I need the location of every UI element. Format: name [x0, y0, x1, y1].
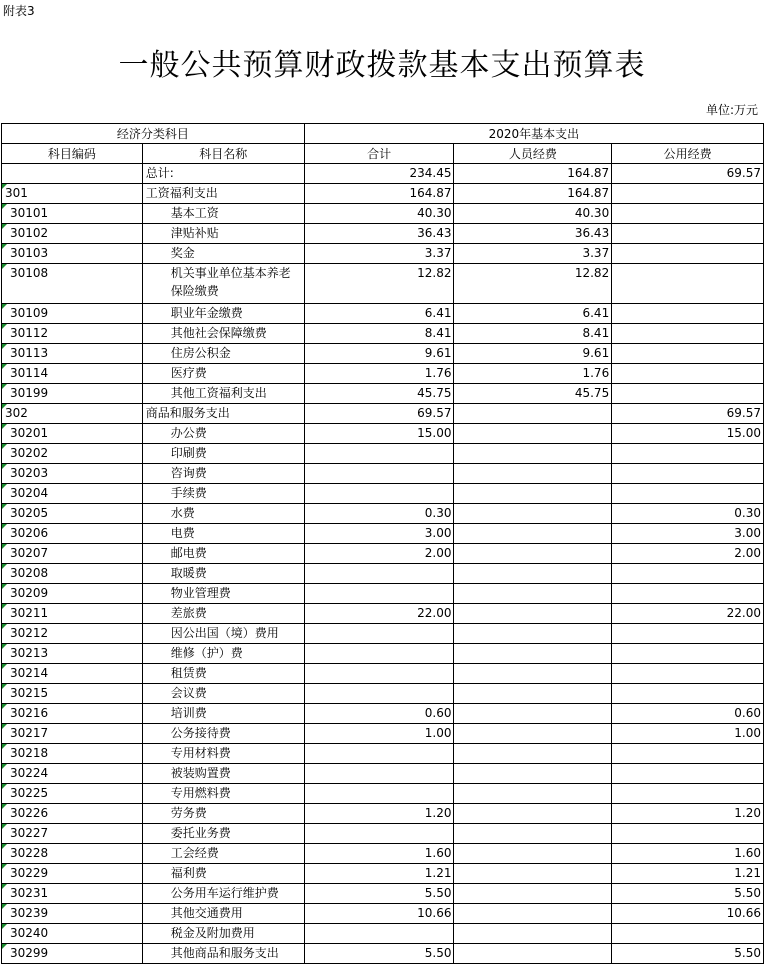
cell-name[interactable]: 福利费 — [142, 864, 304, 884]
table-row — [2, 944, 764, 964]
cell-personnel[interactable] — [454, 724, 612, 744]
cell-code[interactable]: 30114 — [2, 364, 143, 384]
table-row — [2, 524, 764, 544]
page-title: 一般公共预算财政拨款基本支出预算表 — [118, 48, 646, 83]
cell-public[interactable]: 1.00 — [612, 724, 764, 744]
table-row — [2, 764, 764, 784]
table-row — [2, 364, 764, 384]
cell-code[interactable]: 30212 — [2, 624, 143, 644]
cell-code[interactable]: 301 — [2, 184, 143, 204]
table-row — [2, 904, 764, 924]
cell-personnel[interactable] — [454, 664, 612, 684]
table-row — [2, 244, 764, 264]
cell-total[interactable]: 9.61 — [304, 344, 454, 364]
cell-total[interactable]: 15.00 — [304, 424, 454, 444]
cell-name[interactable]: 其他交通费用 — [142, 904, 304, 924]
cell-total[interactable]: 3.37 — [304, 244, 454, 264]
cell-name[interactable]: 工资福利支出 — [142, 184, 304, 204]
cell-name[interactable]: 因公出国（境）费用 — [142, 624, 304, 644]
cell-personnel[interactable]: 3.37 — [454, 244, 612, 264]
cell-code[interactable]: 30202 — [2, 444, 143, 464]
table-row — [2, 884, 764, 904]
cell-total[interactable]: 234.45 — [304, 164, 454, 184]
cell-code[interactable]: 30229 — [2, 864, 143, 884]
cell-code[interactable]: 30213 — [2, 644, 143, 664]
cell-code[interactable]: 30209 — [2, 584, 143, 604]
cell-personnel[interactable] — [454, 704, 612, 724]
cell-total[interactable]: 3.00 — [304, 524, 454, 544]
cell-code[interactable]: 30225 — [2, 784, 143, 804]
cell-personnel[interactable] — [454, 504, 612, 524]
cell-name[interactable]: 物业管理费 — [142, 584, 304, 604]
cell-total[interactable]: 1.60 — [304, 844, 454, 864]
cell-public[interactable]: 2.00 — [612, 544, 764, 564]
cell-name[interactable]: 维修（护）费 — [142, 644, 304, 664]
cell-name[interactable]: 机关事业单位基本养老保险缴费 — [142, 264, 304, 304]
cell-code[interactable]: 30109 — [2, 304, 143, 324]
cell-code[interactable]: 30228 — [2, 844, 143, 864]
cell-public[interactable] — [612, 924, 764, 944]
cell-code[interactable]: 302 — [2, 404, 143, 424]
cell-personnel[interactable]: 45.75 — [454, 384, 612, 404]
cell-personnel[interactable] — [454, 904, 612, 924]
cell-total[interactable]: 40.30 — [304, 204, 454, 224]
header-public: 公用经费 — [612, 144, 764, 164]
header-year-expense: 2020年基本支出 — [304, 124, 763, 144]
cell-personnel[interactable] — [454, 644, 612, 664]
cell-code[interactable]: 30205 — [2, 504, 143, 524]
cell-public[interactable] — [612, 224, 764, 244]
cell-total[interactable]: 45.75 — [304, 384, 454, 404]
cell-code[interactable]: 30227 — [2, 824, 143, 844]
cell-total[interactable] — [304, 624, 454, 644]
table-row — [2, 384, 764, 404]
cell-total[interactable]: 22.00 — [304, 604, 454, 624]
header-code: 科目编码 — [2, 144, 143, 164]
cell-name[interactable]: 印刷费 — [142, 444, 304, 464]
cell-total[interactable]: 5.50 — [304, 944, 454, 964]
cell-total[interactable] — [304, 664, 454, 684]
table-row — [2, 204, 764, 224]
cell-total[interactable] — [304, 924, 454, 944]
cell-public[interactable] — [612, 664, 764, 684]
cell-personnel[interactable] — [454, 484, 612, 504]
cell-personnel[interactable] — [454, 804, 612, 824]
cell-name[interactable]: 其他商品和服务支出 — [142, 944, 304, 964]
cell-name[interactable]: 被装购置费 — [142, 764, 304, 784]
cell-code[interactable]: 30199 — [2, 384, 143, 404]
cell-public[interactable] — [612, 564, 764, 584]
cell-name[interactable]: 取暖费 — [142, 564, 304, 584]
table-row — [2, 744, 764, 764]
cell-name[interactable]: 工会经费 — [142, 844, 304, 864]
cell-total[interactable] — [304, 464, 454, 484]
cell-name[interactable]: 劳务费 — [142, 804, 304, 824]
cell-public[interactable] — [612, 644, 764, 664]
cell-personnel[interactable] — [454, 404, 612, 424]
cell-personnel[interactable] — [454, 864, 612, 884]
cell-name[interactable]: 津贴补贴 — [142, 224, 304, 244]
cell-personnel[interactable] — [454, 444, 612, 464]
cell-public[interactable] — [612, 444, 764, 464]
cell-code[interactable]: 30113 — [2, 344, 143, 364]
table-row — [2, 684, 764, 704]
cell-total[interactable]: 8.41 — [304, 324, 454, 344]
table-row — [2, 784, 764, 804]
cell-personnel[interactable]: 40.30 — [454, 204, 612, 224]
cell-code[interactable]: 30207 — [2, 544, 143, 564]
cell-total[interactable]: 5.50 — [304, 884, 454, 904]
cell-total[interactable]: 2.00 — [304, 544, 454, 564]
cell-name[interactable]: 咨询费 — [142, 464, 304, 484]
header-name: 科目名称 — [142, 144, 304, 164]
cell-code[interactable]: 30108 — [2, 264, 143, 304]
cell-personnel[interactable] — [454, 924, 612, 944]
cell-total[interactable] — [304, 684, 454, 704]
cell-name[interactable]: 总计: — [142, 164, 304, 184]
cell-public[interactable] — [612, 484, 764, 504]
cell-personnel[interactable]: 164.87 — [454, 164, 612, 184]
cell-total[interactable] — [304, 764, 454, 784]
cell-personnel[interactable]: 1.76 — [454, 364, 612, 384]
cell-public[interactable]: 5.50 — [612, 884, 764, 904]
table-row — [2, 544, 764, 564]
cell-public[interactable]: 5.50 — [612, 944, 764, 964]
cell-personnel[interactable] — [454, 844, 612, 864]
cell-name[interactable]: 邮电费 — [142, 544, 304, 564]
cell-public[interactable]: 69.57 — [612, 404, 764, 424]
table-row — [2, 504, 764, 524]
cell-personnel[interactable]: 8.41 — [454, 324, 612, 344]
cell-code[interactable]: 30101 — [2, 204, 143, 224]
cell-total[interactable]: 10.66 — [304, 904, 454, 924]
cell-name[interactable]: 住房公积金 — [142, 344, 304, 364]
table-row — [2, 624, 764, 644]
cell-name[interactable]: 公务接待费 — [142, 724, 304, 744]
cell-public[interactable]: 1.60 — [612, 844, 764, 864]
budget-table-wrapper — [1, 123, 764, 964]
cell-name[interactable]: 其他工资福利支出 — [142, 384, 304, 404]
cell-code[interactable]: 30201 — [2, 424, 143, 444]
cell-total[interactable] — [304, 484, 454, 504]
cell-code[interactable]: 30203 — [2, 464, 143, 484]
cell-name[interactable]: 培训费 — [142, 704, 304, 724]
cell-personnel[interactable] — [454, 564, 612, 584]
cell-public[interactable] — [612, 364, 764, 384]
cell-total[interactable]: 0.60 — [304, 704, 454, 724]
cell-total[interactable]: 69.57 — [304, 404, 454, 424]
sheet-label: 附表3 — [3, 4, 35, 18]
cell-personnel[interactable] — [454, 544, 612, 564]
header-econ-category: 经济分类科目 — [2, 124, 305, 144]
cell-public[interactable] — [612, 204, 764, 224]
cell-code[interactable]: 30208 — [2, 564, 143, 584]
table-row — [2, 704, 764, 724]
cell-personnel[interactable] — [454, 884, 612, 904]
cell-code[interactable]: 30216 — [2, 704, 143, 724]
cell-personnel[interactable]: 12.82 — [454, 264, 612, 304]
cell-total[interactable]: 164.87 — [304, 184, 454, 204]
cell-public[interactable] — [612, 384, 764, 404]
cell-total[interactable]: 12.82 — [304, 264, 454, 304]
cell-name[interactable]: 专用材料费 — [142, 744, 304, 764]
table-row — [2, 164, 764, 184]
cell-total[interactable]: 36.43 — [304, 224, 454, 244]
cell-personnel[interactable] — [454, 624, 612, 644]
header-row-columns — [2, 144, 764, 164]
cell-name[interactable]: 委托业务费 — [142, 824, 304, 844]
table-row — [2, 584, 764, 604]
cell-public[interactable] — [612, 324, 764, 344]
table-row — [2, 724, 764, 744]
cell-personnel[interactable] — [454, 424, 612, 444]
cell-code[interactable]: 30231 — [2, 884, 143, 904]
table-row — [2, 264, 764, 304]
table-row — [2, 404, 764, 424]
cell-personnel[interactable] — [454, 524, 612, 544]
cell-personnel[interactable]: 36.43 — [454, 224, 612, 244]
cell-public[interactable] — [612, 824, 764, 844]
cell-name[interactable]: 医疗费 — [142, 364, 304, 384]
cell-public[interactable]: 15.00 — [612, 424, 764, 444]
cell-personnel[interactable] — [454, 584, 612, 604]
cell-name[interactable]: 其他社会保障缴费 — [142, 324, 304, 344]
cell-public[interactable] — [612, 244, 764, 264]
cell-public[interactable]: 0.30 — [612, 504, 764, 524]
cell-personnel[interactable]: 164.87 — [454, 184, 612, 204]
table-row — [2, 304, 764, 324]
cell-public[interactable]: 10.66 — [612, 904, 764, 924]
table-row — [2, 604, 764, 624]
cell-name[interactable]: 电费 — [142, 524, 304, 544]
cell-public[interactable] — [612, 784, 764, 804]
cell-public[interactable] — [612, 624, 764, 644]
table-row — [2, 184, 764, 204]
cell-code[interactable]: 30214 — [2, 664, 143, 684]
cell-public[interactable]: 1.20 — [612, 804, 764, 824]
table-row — [2, 224, 764, 244]
cell-public[interactable]: 1.21 — [612, 864, 764, 884]
cell-public[interactable] — [612, 684, 764, 704]
cell-personnel[interactable] — [454, 684, 612, 704]
cell-personnel[interactable] — [454, 764, 612, 784]
cell-code[interactable]: 30215 — [2, 684, 143, 704]
cell-code[interactable]: 30299 — [2, 944, 143, 964]
cell-total[interactable] — [304, 564, 454, 584]
cell-code[interactable]: 30112 — [2, 324, 143, 344]
cell-name[interactable]: 基本工资 — [142, 204, 304, 224]
cell-code[interactable]: 30217 — [2, 724, 143, 744]
cell-total[interactable] — [304, 444, 454, 464]
cell-public[interactable] — [612, 744, 764, 764]
cell-total[interactable]: 6.41 — [304, 304, 454, 324]
table-row — [2, 324, 764, 344]
cell-personnel[interactable]: 9.61 — [454, 344, 612, 364]
cell-total[interactable]: 1.21 — [304, 864, 454, 884]
cell-name[interactable]: 水费 — [142, 504, 304, 524]
cell-code[interactable]: 30204 — [2, 484, 143, 504]
cell-personnel[interactable]: 6.41 — [454, 304, 612, 324]
table-row — [2, 484, 764, 504]
header-total: 合计 — [304, 144, 454, 164]
cell-total[interactable]: 1.76 — [304, 364, 454, 384]
cell-personnel[interactable] — [454, 784, 612, 804]
cell-code[interactable]: 30239 — [2, 904, 143, 924]
table-row — [2, 644, 764, 664]
cell-total[interactable] — [304, 584, 454, 604]
cell-public[interactable] — [612, 344, 764, 364]
table-row — [2, 844, 764, 864]
cell-personnel[interactable] — [454, 464, 612, 484]
cell-name[interactable]: 公务用车运行维护费 — [142, 884, 304, 904]
cell-personnel[interactable] — [454, 744, 612, 764]
cell-total[interactable] — [304, 744, 454, 764]
table-body — [2, 164, 764, 964]
cell-total[interactable]: 1.20 — [304, 804, 454, 824]
cell-total[interactable]: 0.30 — [304, 504, 454, 524]
cell-total[interactable] — [304, 824, 454, 844]
cell-name[interactable]: 手续费 — [142, 484, 304, 504]
cell-name[interactable]: 会议费 — [142, 684, 304, 704]
cell-public[interactable]: 3.00 — [612, 524, 764, 544]
cell-code[interactable]: 30224 — [2, 764, 143, 784]
cell-public[interactable] — [612, 464, 764, 484]
unit-label: 单位:万元 — [705, 103, 758, 117]
header-personnel: 人员经费 — [454, 144, 612, 164]
header-row-group — [2, 124, 764, 144]
cell-public[interactable]: 22.00 — [612, 604, 764, 624]
table-row — [2, 464, 764, 484]
table-row — [2, 824, 764, 844]
table-row — [2, 804, 764, 824]
table-row — [2, 564, 764, 584]
cell-public[interactable]: 69.57 — [612, 164, 764, 184]
table-row — [2, 344, 764, 364]
cell-total[interactable] — [304, 784, 454, 804]
cell-public[interactable] — [612, 584, 764, 604]
cell-code[interactable]: 30218 — [2, 744, 143, 764]
table-row — [2, 424, 764, 444]
cell-public[interactable] — [612, 184, 764, 204]
cell-public[interactable]: 0.60 — [612, 704, 764, 724]
cell-personnel[interactable] — [454, 944, 612, 964]
cell-code[interactable]: 30103 — [2, 244, 143, 264]
table-row — [2, 924, 764, 944]
cell-name[interactable]: 租赁费 — [142, 664, 304, 684]
cell-name[interactable]: 职业年金缴费 — [142, 304, 304, 324]
cell-code[interactable]: 30240 — [2, 924, 143, 944]
cell-name[interactable]: 差旅费 — [142, 604, 304, 624]
cell-code[interactable]: 30206 — [2, 524, 143, 544]
cell-public[interactable] — [612, 264, 764, 304]
table-row — [2, 664, 764, 684]
cell-code[interactable]: 30102 — [2, 224, 143, 244]
cell-personnel[interactable] — [454, 824, 612, 844]
cell-public[interactable] — [612, 764, 764, 784]
table-row — [2, 864, 764, 884]
cell-code[interactable]: 30226 — [2, 804, 143, 824]
table-row — [2, 444, 764, 464]
cell-public[interactable] — [612, 304, 764, 324]
cell-total[interactable] — [304, 644, 454, 664]
cell-total[interactable]: 1.00 — [304, 724, 454, 744]
cell-code[interactable]: 30211 — [2, 604, 143, 624]
cell-name[interactable]: 税金及附加费用 — [142, 924, 304, 944]
cell-code[interactable] — [2, 164, 143, 184]
cell-name[interactable]: 奖金 — [142, 244, 304, 264]
cell-personnel[interactable] — [454, 604, 612, 624]
cell-name[interactable]: 专用燃料费 — [142, 784, 304, 804]
cell-name[interactable]: 办公费 — [142, 424, 304, 444]
budget-table — [1, 123, 764, 964]
cell-name[interactable]: 商品和服务支出 — [142, 404, 304, 424]
